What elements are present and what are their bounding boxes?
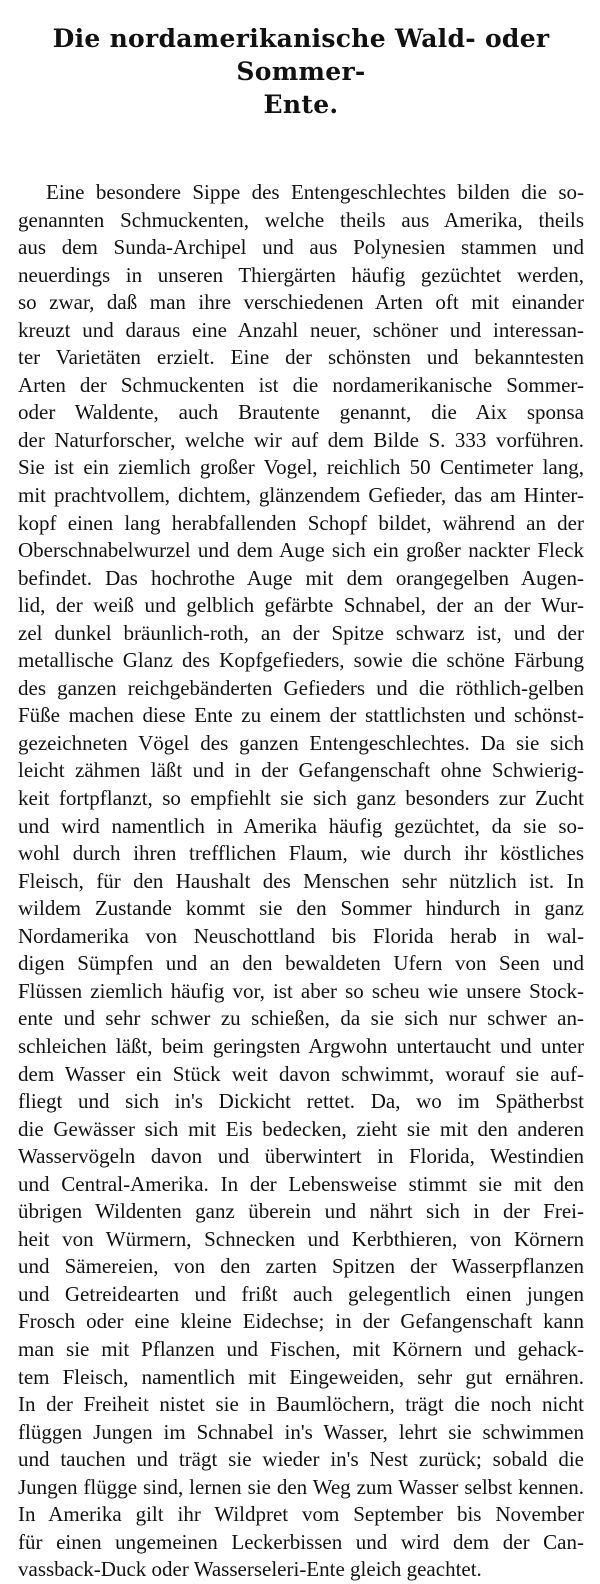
article-line: vassback-Duck oder Wasserseleri-Ente gleich geachtet. bbox=[18, 1557, 482, 1582]
article-title bbox=[18, 22, 584, 121]
article-body bbox=[18, 179, 584, 1584]
article-line: des ganzen reichgebänderten Gefieders und die röthlich-gelben bbox=[18, 675, 584, 700]
article-line: und wird namentlich in Amerika häufig gezüchtet, da sie so- bbox=[18, 813, 584, 838]
article-line: Jungen flügge sind, lernen sie den Weg zum Wasser selbst kennen. bbox=[18, 1474, 584, 1499]
article-line: oder Waldente, auch Brautente genannt, die Aix sponsa bbox=[18, 400, 584, 425]
article-line: übrigen Wildenten ganz überein und nährt sich in der Frei- bbox=[18, 1199, 584, 1224]
article-line: wildem Zustande kommt sie den Sommer hindurch in ganz bbox=[18, 896, 584, 921]
article-line: wohl durch ihren trefflichen Flaum, wie durch ihr köstliches bbox=[18, 841, 584, 866]
article-line: heit von Würmern, Schnecken und Kerbthieren, von Körnern bbox=[18, 1226, 584, 1251]
article-line: aus dem Sunda-Archipel und aus Polynesien stammen und bbox=[18, 235, 584, 260]
article-line: In Amerika gilt ihr Wildpret vom September bis November bbox=[18, 1502, 584, 1527]
article-line: dem Wasser ein Stück weit davon schwimmt, worauf sie auf- bbox=[18, 1061, 584, 1086]
article-line: Oberschnabelwurzel und dem Auge sich ein großer nackter Fleck bbox=[18, 538, 584, 563]
article-line: und tauchen und trägt sie wieder in's Nest zurück; sobald die bbox=[18, 1447, 584, 1472]
article-line: digen Sümpfen und an den bewaldeten Ufern von Seen und bbox=[18, 951, 584, 976]
article-line: genannten Schmuckenten, welche theils aus Amerika, theils bbox=[18, 207, 584, 232]
article-line: ter Varietäten erzielt. Eine der schönsten und bekanntesten bbox=[18, 345, 584, 370]
article-line: befindet. Das hochrothe Auge mit dem orangegelben Augen- bbox=[18, 565, 584, 590]
article-line: Frosch oder eine kleine Eidechse; in der Gefangenschaft kann bbox=[18, 1309, 584, 1334]
article-line: lid, der weiß und gelblich gefärbte Schnabel, der an der Wur- bbox=[18, 593, 584, 618]
article-line: man sie mit Pflanzen und Fischen, mit Körnern und gehack- bbox=[18, 1336, 584, 1361]
article-line: In der Freiheit nistet sie in Baumlöchern, trägt die noch nicht bbox=[18, 1392, 584, 1417]
article-line: leicht zähmen läßt und in der Gefangenschaft ohne Schwierig- bbox=[18, 758, 584, 783]
article-line: schleichen läßt, beim geringsten Argwohn untertaucht und unter bbox=[18, 1033, 584, 1058]
article-line: und Getreidearten und frißt auch gelegentlich einen jungen bbox=[18, 1281, 584, 1306]
article-line: gezeichneten Vögel des ganzen Entengeschlechtes. Da sie sich bbox=[18, 730, 584, 755]
article-line: die Gewässer sich mit Eis bedecken, zieht sie mit den anderen bbox=[18, 1116, 584, 1141]
article-line: tem Fleisch, namentlich mit Eingeweiden, sehr gut ernähren. bbox=[18, 1364, 584, 1389]
article-line: ente und sehr schwer zu schießen, da sie sich nur schwer an- bbox=[18, 1006, 584, 1031]
article-line: neuerdings in unseren Thiergärten häufig gezüchtet werden, bbox=[18, 262, 584, 287]
article-line: Eine besondere Sippe des Entengeschlechtes bilden die so- bbox=[46, 180, 584, 204]
article-line: für einen ungemeinen Leckerbissen und wird dem der Can- bbox=[18, 1529, 584, 1554]
article-line: und Central-Amerika. In der Lebensweise stimmt sie mit den bbox=[18, 1171, 584, 1196]
article-line: kreuzt und daraus eine Anzahl neuer, schöner und interessan- bbox=[18, 317, 584, 342]
article-line: Fleisch, für den Haushalt des Menschen sehr nützlich ist. In bbox=[18, 868, 584, 893]
article-line: flüggen Jungen im Schnabel in's Wasser, lehrt sie schwimmen bbox=[18, 1419, 584, 1444]
article-line: und Sämereien, von den zarten Spitzen der Wasserpflanzen bbox=[18, 1254, 584, 1279]
article-line: keit fortpflanzt, so empfiehlt sie sich ganz besonders zur Zucht bbox=[18, 786, 584, 811]
article-line: Nordamerika von Neuschottland bis Florida herab in wal- bbox=[18, 923, 584, 948]
article-line: kopf einen lang herabfallenden Schopf bildet, während an der bbox=[18, 510, 584, 535]
article-title-line-1: Die nordamerikanische Wald- oder Sommer- bbox=[52, 24, 550, 86]
article-line: der Naturforscher, welche wir auf dem Bilde S. 333 vorführen. bbox=[18, 427, 584, 452]
article-line: Flüssen ziemlich häufig vor, ist aber so scheu wie unsere Stock- bbox=[18, 978, 584, 1003]
article-line: so zwar, daß man ihre verschiedenen Arten oft mit einander bbox=[18, 290, 584, 315]
article-line: Wasservögeln davon und überwintert in Florida, Westindien bbox=[18, 1144, 584, 1169]
article-line: mit prachtvollem, dichtem, glänzendem Gefieder, das am Hinter- bbox=[18, 483, 584, 508]
article-title-line-2: Ente. bbox=[263, 90, 339, 119]
article-line: Arten der Schmuckenten ist die nordamerikanische Sommer- bbox=[18, 372, 584, 397]
article-line: zel dunkel bräunlich-roth, an der Spitze schwarz ist, und der bbox=[18, 620, 584, 645]
article-line: Füße machen diese Ente zu einem der stattlichsten und schönst- bbox=[18, 703, 584, 728]
article-line: metallische Glanz des Kopfgefieders, sowie die schöne Färbung bbox=[18, 648, 584, 673]
article-line: Sie ist ein ziemlich großer Vogel, reichlich 50 Centimeter lang, bbox=[18, 455, 584, 480]
article-line: fliegt und sich in's Dickicht rettet. Da, wo im Spätherbst bbox=[18, 1089, 584, 1114]
